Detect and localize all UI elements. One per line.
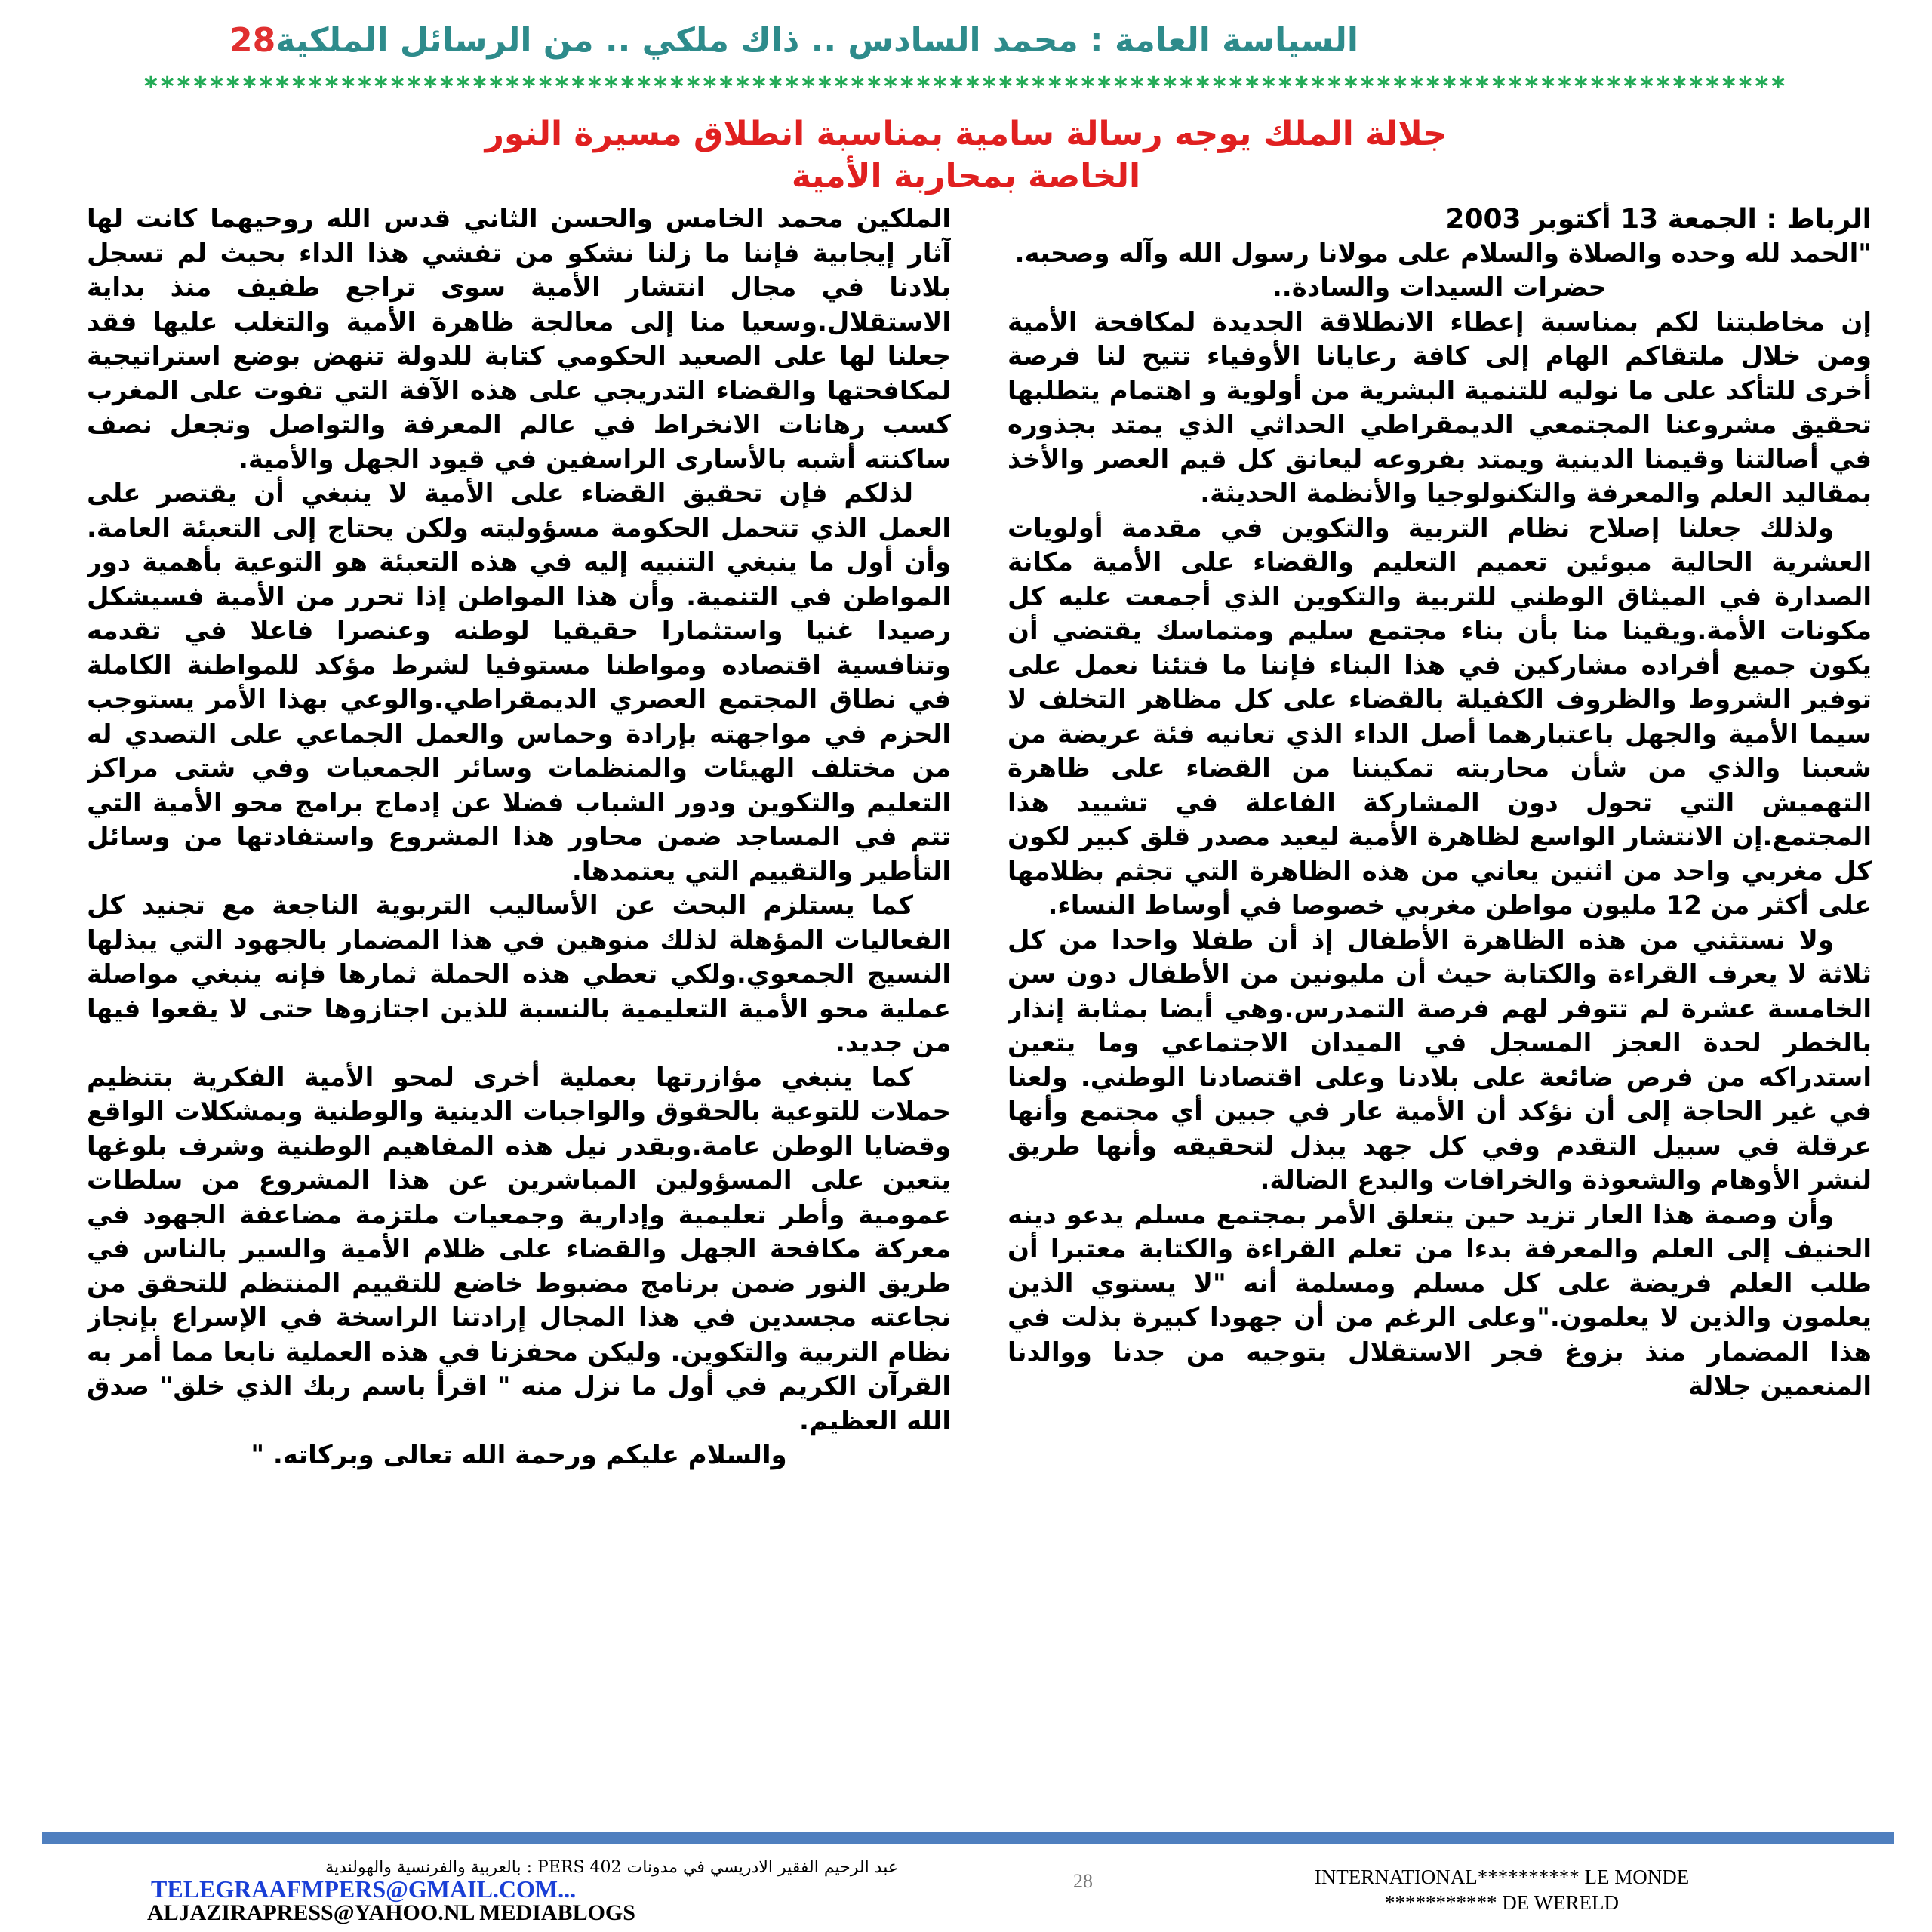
- article-title: [302, 113, 1630, 198]
- paragraph: إن مخاطبتنا لكم بمناسبة إعطاء الانطلاقة الجديدة لمكافحة الأمية ومن خلال ملتقاكم الهام إلى كافة رعايانا الأوفياء تتيح لنا فرصة أخرى للتأكد على ما نوليه للتنمية البشرية من أولوية و اهتمام يتطلبها تحقيق مشروعنا المجتمعي الديمقراطي الحداثي الذي يمتد بجذوره في أصالتنا وقيمنا الدينية ويمتد بفروعه ليعانق كل قيم العصر والأخذ بمقاليد العلم والمعرفة والتكنولوجيا والأنظمة الحديثة.: [1008, 306, 1872, 509]
- article-column-left: [87, 202, 951, 1810]
- opening-line: "الحمد لله وحده والصلاة والسلام على مولانا رسول الله وآله وصحبه.: [1014, 238, 1872, 269]
- article-title-line1: جلالة الملك يوجه رسالة سامية بمناسبة انطلاق مسيرة النور: [485, 115, 1447, 153]
- page-number: 28: [1073, 1870, 1093, 1892]
- footer-brand: [1192, 1864, 1811, 1915]
- paragraph: وأن وصمة هذا العار تزيد حين يتعلق الأمر بمجتمع مسلم يدعو دينه الحنيف إلى العلم والمعرفة بدءا من تعلم القراءة والكتابة معتبرا أن طلب العلم فريضة على كل مسلم ومسلمة أنه "لا يستوي الذين يعلمون والذين لا يعلمون."وعلى الرغم من أن جهودا كبيرة بذلت في هذا المضمار منذ بزوغ فجر الاستقلال بتوجيه من جدنا ووالدنا المنعمين جلالة: [1008, 1199, 1872, 1401]
- footer-brand-line2: *********** DE WERELD: [1385, 1891, 1619, 1914]
- paragraph: الملكين محمد الخامس والحسن الثاني قدس الله روحيهما كانت لها آثار إيجابية فإننا ما زلنا نشكو من تفشي هذا الداء بحيث لم تسجل بلادنا في مجال انتشار الأمية سوى تراجع طفيف منذ بداية الاستقلال.وسعيا منا إلى معالجة ظاهرة الأمية والتغلب عليها فقد جعلنا لها على الصعيد الحكومي كتابة للدولة تنهض بوضع استراتيجية لمكافحتها والقضاء التدريجي على هذه الآفة التي تفوت على المغرب كسب رهانات الانخراط في عالم المعرفة والتواصل وتجعل نصف ساكنته أشبه بالأسارى الراسفين في قيود الجهل والأمية.: [87, 204, 951, 475]
- footer-author-line: عبد الرحيم الفقير الادريسي في مدونات PERS 402 : بالعربية والفرنسية والهولندية: [325, 1858, 898, 1877]
- header-title: [229, 21, 1358, 60]
- salutation: حضرات السيدات والسادة..: [1272, 272, 1607, 303]
- footer-email-link[interactable]: TELEGRAAFMPERS@GMAIL.COM...: [151, 1875, 577, 1903]
- star-divider: ****************************************************************************************************: [143, 72, 1789, 102]
- header-title-text: السياسة العامة : محمد السادس .. ذاك ملكي .. من الرسائل الملكية: [275, 21, 1358, 60]
- header-number: 28: [229, 21, 276, 60]
- footer-email-text: ALJAZIRAPRESS@YAHOO.NL MEDIABLOGS: [147, 1900, 635, 1925]
- paragraph: ولذلك جعلنا إصلاح نظام التربية والتكوين في مقدمة أولويات العشرية الحالية مبوئين تعميم التعليم والقضاء على الأمية مكانة الصدارة في الميثاق الوطني للتربية والتكوين الذي أجمعت عليه كل مكونات الأمة.ويقينا منا بأن بناء مجتمع سليم ومتماسك يقتضي أن يكون جميع أفراده مشاركين في هذا البناء فإننا ما فتئنا نعمل على توفير الشروط والظروف الكفيلة بالقضاء على كل مظاهر التخلف لا سيما الأمية والجهل باعتبارهما أصل الداء الذي تعانيه فئة عريضة من شعبنا والذي من شأن محاربته تمكيننا من القضاء على ظاهرة التهميش التي تحول دون المشاركة الفاعلة في تشييد هذا المجتمع.إن الانتشار الواسع لظاهرة الأمية ليعيد مصدر قلق كبير لكون كل مغربي واحد من اثنين يعاني من هذه الظاهرة التي تجثم بظلامها على أكثر من 12 مليون مواطن مغربي خصوصا في أوساط النساء.: [1008, 512, 1872, 921]
- article-column-right: [1008, 202, 1872, 1810]
- closing-line: والسلام عليكم ورحمة الله تعالى وبركاته. ": [251, 1440, 787, 1470]
- article-title-line2: الخاصة بمحاربة الأمية: [791, 157, 1141, 195]
- footer-divider-bar: [42, 1832, 1894, 1844]
- paragraph: كما ينبغي مؤازرتها بعملية أخرى لمحو الأمية الفكرية بتنظيم حملات للتوعية بالحقوق والواجبات الدينية والوطنية وبمشكلات الواقع وقضايا الوطن عامة.وبقدر نيل هذه المفاهيم الوطنية وشرف بلوغها يتعين على المسؤولين المباشرين عن هذا المشروع من سلطات عمومية وأطر تعليمية وإدارية وجمعيات ملتزمة مضاعفة الجهود في معركة مكافحة الجهل والقضاء على ظلام الأمية والسير بالناس في طريق النور ضمن برنامج مضبوط خاضع للتقييم المنتظم للتحقق من نجاعته مجسدين في هذا المجال إرادتنا الراسخة في الإسراع بإنجاز نظام التربية والتكوين. وليكن محفزنا في هذه العملية نابعا مما أمر به القرآن الكريم في أول ما نزل منه " اقرأ باسم ربك الذي خلق" صدق الله العظيم.: [87, 1062, 951, 1436]
- paragraph: كما يستلزم البحث عن الأساليب التربوية الناجعة مع تجنيد كل الفعاليات المؤهلة لذلك منوهين في هذا المضمار بالجهود التي يبذلها النسيج الجمعوي.ولكي تعطي هذه الحملة ثمارها فإنه ينبغي مواصلة عملية محو الأمية التعليمية بالنسبة للذين اجتازوها حتى لا يقعوا فيها من جديد.: [87, 891, 951, 1058]
- paragraph: لذلكم فإن تحقيق القضاء على الأمية لا ينبغي أن يقتصر على العمل الذي تتحمل الحكومة مسؤوليته ولكن يحتاج إلى التعبئة العامة. وأن أول ما ينبغي التنبيه إليه في هذه التعبئة هو التوعية بأهمية دور المواطن في التنمية. وأن هذا المواطن إذا تحرر من الأمية فسيشكل رصيدا غنيا واستثمارا حقيقيا لوطنه وعنصرا فاعلا في تقدمه وتنافسية اقتصاده ومواطنا مستوفيا لشرط مؤكد للمواطنة الكاملة في نطاق المجتمع العصري الديمقراطي.والوعي بهذا الأمر يستوجب الحزم في مواجهته بإرادة وحماس والعمل الجماعي على التصدي له من مختلف الهيئات والمنظمات وسائر الجمعيات وفي شتى مراكز التعليم والتكوين ودور الشباب فضلا عن إدماج برامج محو الأمية التي تتم في المساجد ضمن محاور هذا المشروع واستفادتها من وسائل التأطير والتقييم التي يعتمدها.: [87, 478, 951, 887]
- paragraph: ولا نستثني من هذه الظاهرة الأطفال إذ أن طفلا واحدا من كل ثلاثة لا يعرف القراءة والكتابة حيث أن مليونين من الأطفال دون سن الخامسة عشرة لم تتوفر لهم فرصة التمدرس.وهي أيضا بمثابة إنذار بالخطر لحدة العجز المسجل في الميدان الاجتماعي وما يتعين استدراكه من فرص ضائعة على بلادنا وعلى اقتصادنا الوطني. ولعنا في غير الحاجة إلى أن نؤكد أن الأمية عار في جبين أي مجتمع وأنها عرقلة في سبيل التقدم وفي كل جهد يبذل لتحقيقه وأنها طريق لنشر الأوهام والشعوذة والخرافات والبدع الضالة.: [1008, 924, 1872, 1195]
- footer-brand-line1: INTERNATIONAL********** LE MONDE: [1314, 1866, 1690, 1888]
- dateline: الرباط : الجمعة 13 أكتوبر 2003: [1445, 204, 1872, 235]
